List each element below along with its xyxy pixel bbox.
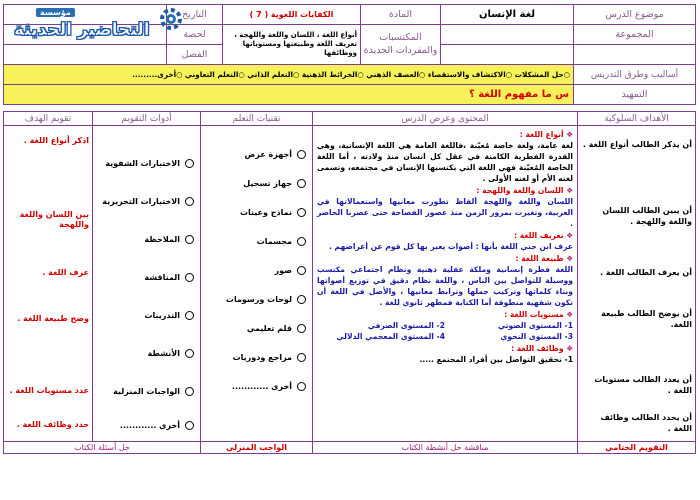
lesson-topic: لغة الإنسان <box>441 5 574 25</box>
tools-column <box>93 126 201 442</box>
tool-option[interactable]: الواجبات المنزلية <box>93 372 194 410</box>
level-item: 4- المستوى المعجمي الدلالي <box>336 332 445 341</box>
tech-option[interactable]: مراجع ودوريات <box>201 343 306 372</box>
col-goals-header: الأهداف السلوكية <box>578 112 696 126</box>
tech-option[interactable]: أجهزة عرض <box>201 140 306 169</box>
radio-circle-icon[interactable] <box>297 324 306 333</box>
tech-list <box>201 126 312 401</box>
homework-label: الواجب المنزلي <box>201 442 313 454</box>
goal-item: أن يعدد الطالب مستويات اللغة . <box>594 375 692 395</box>
radio-circle-icon[interactable] <box>297 150 306 159</box>
section-heading: ❖ وظائف اللغة : <box>317 343 573 354</box>
homework-text: حل أسئلة الكتاب <box>4 442 201 454</box>
eval-column <box>4 126 93 442</box>
section-value <box>4 45 167 65</box>
tech-option[interactable]: صور <box>201 256 306 285</box>
goal-item: أن يذكر الطالب أنواع اللغة . <box>582 140 692 149</box>
radio-circle-icon[interactable] <box>185 273 194 282</box>
section-heading: ❖ تعريف اللغة : <box>317 230 573 241</box>
radio-circle-icon[interactable] <box>297 237 306 246</box>
class-label: لحصة <box>167 25 223 45</box>
section-label: الفصل <box>167 45 223 65</box>
eval-item: حدد وظائف اللغة . <box>16 420 89 429</box>
logo-top-text: مؤسسة <box>36 8 75 17</box>
main-table <box>3 111 696 442</box>
empty-cell-a <box>574 45 696 65</box>
tech-option[interactable]: نماذج وعينات <box>201 198 306 227</box>
radio-circle-icon[interactable] <box>185 159 194 168</box>
goal-item: أن يعرف الطالب اللغة . <box>600 268 692 277</box>
class-value <box>4 25 167 45</box>
goals-column <box>578 126 696 442</box>
footer-table <box>3 441 696 454</box>
eval-item: وضح طبيعة اللغة . <box>17 314 89 323</box>
radio-circle-icon[interactable] <box>297 179 306 188</box>
tool-option[interactable]: الملاحظة <box>93 220 194 258</box>
goal-item: أن يبين الطالب اللسان واللغة واللهجة . <box>602 206 692 226</box>
intro-label: التمهيد <box>574 85 696 105</box>
tech-option[interactable]: لوحات ورسومات <box>201 285 306 314</box>
tools-list <box>93 126 200 440</box>
radio-circle-icon[interactable] <box>297 295 306 304</box>
tech-option[interactable]: مجسمات <box>201 227 306 256</box>
lesson-plan-sheet <box>4 4 696 496</box>
tool-option[interactable]: الأنشطة <box>93 334 194 372</box>
tool-option[interactable]: المناقشة <box>93 258 194 296</box>
eval-item: عدد مستويات اللغة . <box>9 386 89 395</box>
eval-item: بين اللسان واللغة واللهجة <box>19 210 89 229</box>
goal-item: أن يحدد الطالب وظائف اللغة . <box>600 413 692 433</box>
subject-label: المادة <box>361 5 441 25</box>
methods-label: أساليب وطرق التدريس <box>574 65 696 85</box>
tool-option[interactable]: الاختبارات التحريرية <box>93 182 194 220</box>
group-value <box>441 25 574 45</box>
level-item: 3- المستوى النحوي <box>500 332 573 341</box>
tech-option[interactable]: أخرى ............ <box>201 372 306 401</box>
col-tools-header: أدوات التقويم <box>93 112 201 126</box>
section-text: 1- تحقيق التواصل بين أفراد المجتمع ..... <box>419 355 573 364</box>
tech-option[interactable]: جهاز تسجيل <box>201 169 306 198</box>
intro-question: س ما مفهوم اللغة ؟ <box>4 85 574 105</box>
header-table <box>3 4 696 105</box>
tool-option[interactable]: الاختبارات الشفوية <box>93 144 194 182</box>
eval-item: عرف اللغة . <box>42 268 89 277</box>
logo-cell <box>4 5 167 25</box>
section-heading: ❖ مستويات اللغة : <box>317 309 573 320</box>
tool-option[interactable]: أخرى ............ <box>93 410 194 440</box>
competencies-title: الكفايات اللغوية ( 7 ) <box>223 5 361 25</box>
group-label: المجموعة <box>574 25 696 45</box>
radio-circle-icon[interactable] <box>185 197 194 206</box>
competencies-text: أنواع اللغة ، اللسان واللغة واللهجة ، تعريف اللغة وطبيعتها ومستوياتها ووظائفها <box>223 25 361 65</box>
eval-item: اذكر أنواع اللغة . <box>23 136 89 145</box>
radio-circle-icon[interactable] <box>185 311 194 320</box>
col-content-header: المحتوى وعرض الدرس <box>313 112 578 126</box>
col-tech-header: تقنيات التعلم <box>201 112 313 126</box>
radio-circle-icon[interactable] <box>185 387 194 396</box>
radio-circle-icon[interactable] <box>185 421 194 430</box>
radio-circle-icon[interactable] <box>297 208 306 217</box>
final-eval-text: مناقشة حل أنشطة الكتاب <box>313 442 578 454</box>
level-item: 2- المستوى الصرفي <box>367 321 445 330</box>
empty-cell-b <box>441 45 574 65</box>
section-text: عرف ابن جني اللغة بأنها : أصوات يعبر بها كل قوم عن أغراضهم . <box>329 242 573 251</box>
levels-list <box>317 320 573 342</box>
radio-circle-icon[interactable] <box>297 382 306 391</box>
tool-option[interactable]: التدريبات <box>93 296 194 334</box>
level-item: 1- المستوى الصوتي <box>497 321 573 330</box>
tech-option[interactable]: فلم تعليمي <box>201 314 306 343</box>
section-text: لغة عامة، ولغة خاصة مُعيّنة ،فاللغة العامة هي اللغة الإنسانية، وهي القدرة الفطرية الكامنة في عقل كل انسان منذ ولادته ، أما اللغة الخاصة المُعيّنة فهي اللغة التي يكتسبها الإنسان في مجتمعه، وتسمى لغته الأم أو لغته الأولى . <box>317 141 573 183</box>
lesson-topic-label: موضوع الدرس <box>574 5 696 25</box>
content-column <box>313 126 578 442</box>
logo-main-text: التحاضير الحديثة <box>14 20 150 40</box>
goal-item: أن يوضح الطالب طبيعة اللغة. <box>601 309 692 329</box>
section-heading: ❖ أنواع اللغة : <box>317 129 573 140</box>
tech-column <box>201 126 313 442</box>
section-text: اللغة فطرة إنسانية وملكة عقلية ذهنية ونظام اجتماعي مكتسب ووسيلة للتواصل بين الناس ، واللغة نظام دقيق في توزيع أصواتها وبناء كلماتها وتركيب جملها وترابط معانيها ، والأصل في اللغة أن تكون شفهية منطوقة أما الكتابة فمظهر ثانوي للغة . <box>317 265 573 307</box>
methods-text: ○حل المشكلات ○الاكتشاف والاستقصاء ○العصف الذهني ○الخرائط الذهنية ○التعلم الذاتي ○التعلم التعاوني ○أخرى......... <box>4 65 574 85</box>
radio-circle-icon[interactable] <box>297 353 306 362</box>
radio-circle-icon[interactable] <box>297 266 306 275</box>
section-heading: ❖ طبيعة اللغة : <box>317 253 573 264</box>
radio-circle-icon[interactable] <box>185 235 194 244</box>
date-label: التاريخ <box>167 5 223 25</box>
radio-circle-icon[interactable] <box>185 349 194 358</box>
section-heading: ❖ اللسان واللغة واللهجة : <box>317 185 573 196</box>
acquisitions-label: المكتسبات والمفردات الجديدة <box>361 25 441 65</box>
col-eval-header: تقويم الهدف <box>4 112 93 126</box>
final-eval-label: التقويم الختامي <box>578 442 696 454</box>
section-text: اللسان واللغة واللهجة ألفاظ تطورت معانيها واستعمالاتها في العربية، وتغيرت بمرور الزمن منذ عصور الفصاحة حتى عصرنا الحاضر . <box>317 197 573 228</box>
